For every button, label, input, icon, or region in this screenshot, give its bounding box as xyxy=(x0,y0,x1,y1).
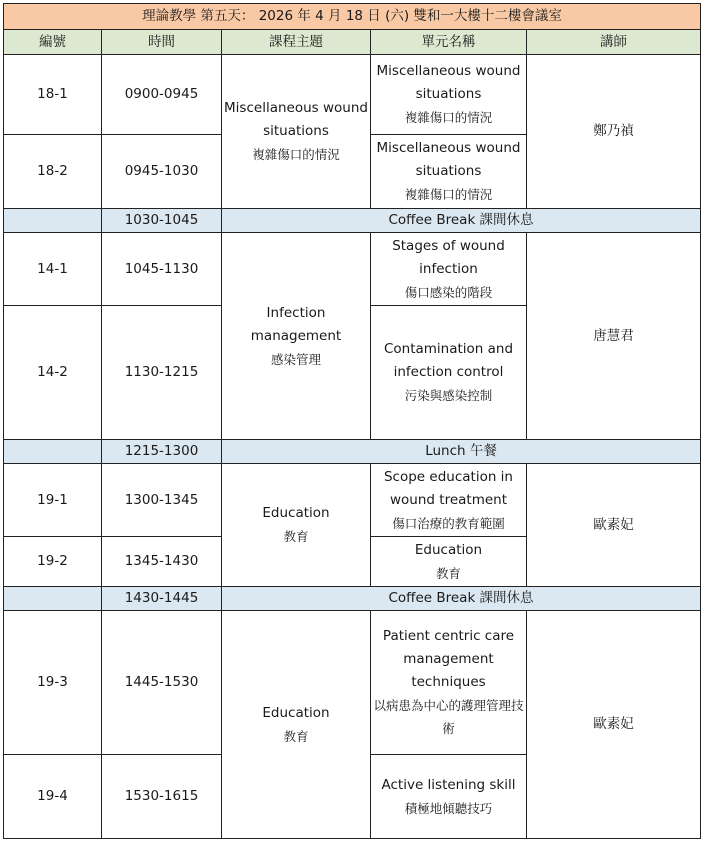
instructor-cell: 唐慧君 xyxy=(527,233,701,440)
row-code: 19-1 xyxy=(4,464,102,537)
break-code xyxy=(4,587,102,611)
unit-cell xyxy=(371,755,527,839)
course-topic-zh: 教育 xyxy=(283,529,309,544)
row-code: 19-4 xyxy=(4,755,102,839)
row-time: 1130-1215 xyxy=(102,306,222,440)
instructor-cell: 鄭乃禎 xyxy=(527,55,701,209)
unit-name-en: Stages of wound infection xyxy=(392,237,505,277)
header-code: 編號 xyxy=(4,30,102,55)
table-row xyxy=(4,233,701,306)
unit-cell xyxy=(371,135,527,209)
header-row xyxy=(4,30,701,55)
unit-name-zh: 傷口感染的階段 xyxy=(404,284,493,300)
schedule-table xyxy=(3,3,701,839)
break-time: 1430-1445 xyxy=(102,587,222,611)
unit-name-zh: 污染與感染控制 xyxy=(404,388,493,403)
row-time: 1045-1130 xyxy=(102,233,222,306)
break-label: Coffee Break 課間休息 xyxy=(222,587,701,611)
unit-cell xyxy=(371,611,527,755)
row-code: 19-2 xyxy=(4,537,102,587)
row-time: 0945-1030 xyxy=(102,135,222,209)
unit-name-en: Education xyxy=(414,541,483,558)
row-time: 0900-0945 xyxy=(102,55,222,135)
course-topic-en: Infection management xyxy=(250,304,342,344)
unit-cell xyxy=(371,233,527,306)
instructor-cell: 歐素妃 xyxy=(527,611,701,839)
course-topic-en: Miscellaneous wound situations xyxy=(224,100,368,139)
row-code: 19-3 xyxy=(4,611,102,755)
unit-name-zh: 教育 xyxy=(435,565,461,581)
course-topic-zh: 教育 xyxy=(283,728,309,744)
break-row xyxy=(4,587,701,611)
instructor-cell: 歐素妃 xyxy=(527,464,701,587)
unit-cell xyxy=(371,55,527,135)
unit-cell xyxy=(371,537,527,587)
header-time: 時間 xyxy=(102,30,222,55)
break-time: 1215-1300 xyxy=(102,440,222,464)
row-time: 1300-1345 xyxy=(102,464,222,537)
course-topic-zh: 感染管理 xyxy=(270,351,321,367)
row-time: 1445-1530 xyxy=(102,611,222,755)
title-row xyxy=(4,4,701,30)
header-unit: 單元名稱 xyxy=(371,30,527,55)
course-topic-cell xyxy=(222,611,371,839)
unit-name-en: Miscellaneous wound situations xyxy=(376,63,521,102)
unit-name-zh: 複雜傷口的情況 xyxy=(404,187,493,202)
course-topic-cell xyxy=(222,55,371,209)
unit-cell xyxy=(371,464,527,537)
unit-name-en: Active listening skill xyxy=(381,776,516,793)
unit-name-zh: 傷口治療的教育範圍 xyxy=(392,515,505,531)
unit-name-zh: 積極地傾聽技巧 xyxy=(404,800,493,816)
header-topic: 課程主題 xyxy=(222,30,371,55)
unit-cell xyxy=(371,306,527,440)
unit-name-zh: 以病患為中心的護理管理技術 xyxy=(373,698,524,736)
unit-name-en: Contamination and infection control xyxy=(383,341,514,380)
break-row xyxy=(4,209,701,233)
row-time: 1530-1615 xyxy=(102,755,222,839)
row-code: 14-1 xyxy=(4,233,102,306)
table-row xyxy=(4,611,701,755)
schedule-title: 理論教學 第五天： 2026 年 4 月 18 日 (六) 雙和一大樓十二樓會議室 xyxy=(4,4,701,30)
unit-name-zh: 複雜傷口的情況 xyxy=(404,110,493,125)
break-label: Coffee Break 課間休息 xyxy=(222,209,701,233)
table-row xyxy=(4,55,701,135)
break-label: Lunch 午餐 xyxy=(222,440,701,464)
lunch-row xyxy=(4,440,701,464)
row-time: 1345-1430 xyxy=(102,537,222,587)
row-code: 18-1 xyxy=(4,55,102,135)
course-topic-cell xyxy=(222,233,371,440)
header-instructor: 講師 xyxy=(527,30,701,55)
row-code: 18-2 xyxy=(4,135,102,209)
break-code xyxy=(4,440,102,464)
course-topic-zh: 複雜傷口的情況 xyxy=(252,147,340,162)
break-time: 1030-1045 xyxy=(102,209,222,233)
course-topic-cell xyxy=(222,464,371,587)
course-topic-en: Education xyxy=(262,704,330,721)
course-topic-en: Education xyxy=(262,505,330,521)
unit-name-en: Scope education in wound treatment xyxy=(383,468,513,508)
break-code xyxy=(4,209,102,233)
table-row xyxy=(4,464,701,537)
unit-name-en: Patient centric care management techniques xyxy=(382,628,515,690)
unit-name-en: Miscellaneous wound situations xyxy=(376,140,521,179)
row-code: 14-2 xyxy=(4,306,102,440)
